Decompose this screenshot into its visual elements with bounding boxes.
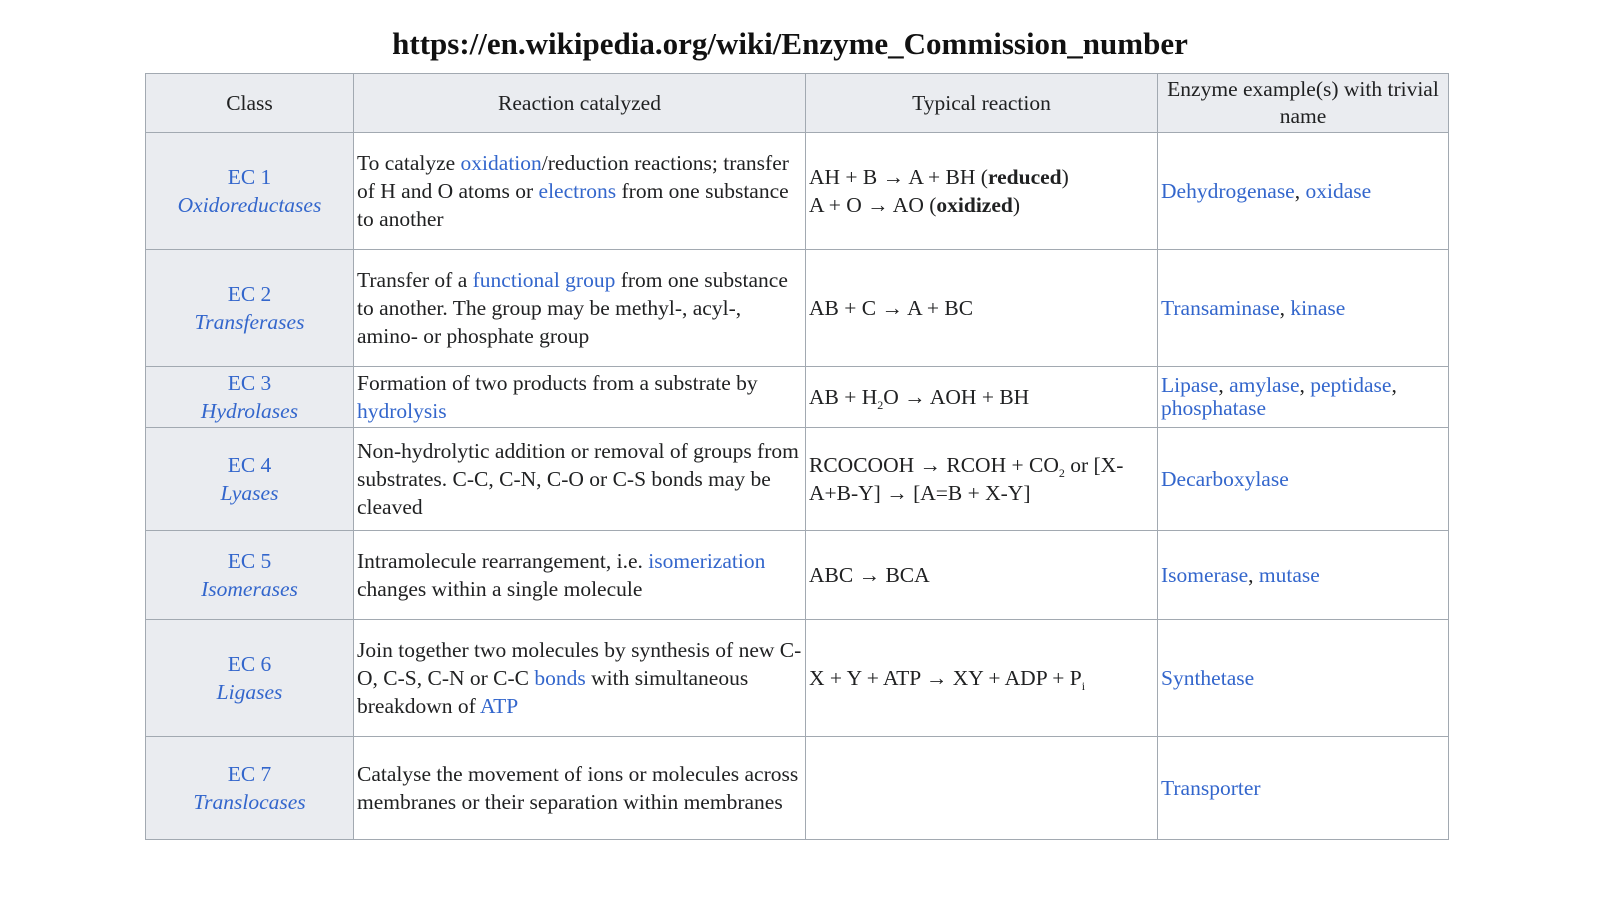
class-cell xyxy=(146,737,354,840)
reaction-subscript: i xyxy=(1081,679,1086,693)
table-row xyxy=(146,367,1449,428)
table-row xyxy=(146,428,1449,531)
description-cell xyxy=(354,531,806,620)
class-cell xyxy=(146,133,354,250)
ec-number-link[interactable]: EC 2 xyxy=(227,282,272,306)
link-atp[interactable]: ATP xyxy=(480,694,519,718)
reaction-cell: ABC → BCA xyxy=(806,531,1158,620)
description-cell xyxy=(354,250,806,367)
reaction-text: AB + H xyxy=(809,385,878,409)
table-row xyxy=(146,250,1449,367)
table-row xyxy=(146,531,1449,620)
ec-number-link[interactable]: EC 7 xyxy=(227,762,272,786)
reaction-text: X + Y + ATP → XY + ADP + P xyxy=(809,666,1082,690)
link-bonds[interactable]: bonds xyxy=(534,666,586,690)
reaction-text: A + O → AO ( xyxy=(809,193,937,217)
description-cell xyxy=(354,367,806,428)
class-cell xyxy=(146,620,354,737)
page-title: https://en.wikipedia.org/wiki/Enzyme_Commission_number xyxy=(392,26,1188,61)
separator: , xyxy=(1248,563,1259,587)
header-class: Class xyxy=(146,74,354,133)
example-link[interactable]: phosphatase xyxy=(1161,396,1267,420)
class-name-link[interactable]: Transferases xyxy=(194,310,305,334)
table-row xyxy=(146,620,1449,737)
description-cell xyxy=(354,620,806,737)
reaction-text: O → AOH + BH xyxy=(883,385,1030,409)
table-row xyxy=(146,133,1449,250)
class-name-link[interactable]: Isomerases xyxy=(201,577,298,601)
separator: , xyxy=(1294,179,1306,203)
reaction-subscript: 2 xyxy=(877,398,884,412)
class-name-link[interactable]: Hydrolases xyxy=(200,399,299,423)
class-cell xyxy=(146,531,354,620)
example-link[interactable]: amylase xyxy=(1229,373,1300,397)
examples-cell xyxy=(1158,620,1449,737)
description-text: Formation of two products from a substrate by xyxy=(357,371,758,395)
ec-number-link[interactable]: EC 5 xyxy=(227,549,272,573)
example-link[interactable]: Isomerase xyxy=(1161,563,1249,587)
reaction-text: ) xyxy=(1012,193,1021,217)
description-text: changes within a single molecule xyxy=(357,577,643,601)
class-name-link[interactable]: Translocases xyxy=(193,790,306,814)
reaction-text: AH + B → A + BH ( xyxy=(809,165,988,189)
link-isomerization[interactable]: isomerization xyxy=(648,549,766,573)
description-text: from one substance to another xyxy=(357,179,789,231)
class-cell xyxy=(146,428,354,531)
ec-number-link[interactable]: EC 4 xyxy=(227,453,272,477)
reaction-text: RCOCOOH → RCOH + CO xyxy=(809,453,1059,477)
reaction-subscript: 2 xyxy=(1058,466,1065,480)
reaction-cell xyxy=(806,737,1158,840)
description-cell: Catalyse the movement of ions or molecules across membranes or their separation within membranes xyxy=(354,737,806,840)
class-name-link[interactable]: Lyases xyxy=(220,481,279,505)
reaction-cell xyxy=(806,620,1158,737)
example-link[interactable]: Decarboxylase xyxy=(1161,467,1289,491)
example-link[interactable]: oxidase xyxy=(1305,179,1372,203)
class-cell xyxy=(146,250,354,367)
class-name-link[interactable]: Oxidoreductases xyxy=(177,193,322,217)
description-text: Join together two molecules by synthesis of new C-O, C-S, C-N or C-C xyxy=(357,638,802,690)
example-link[interactable]: Synthetase xyxy=(1161,666,1255,690)
header-examples: Enzyme example(s) with trivial name xyxy=(1158,74,1449,133)
separator: , xyxy=(1279,296,1291,320)
table-header-row xyxy=(146,74,1449,133)
separator: , xyxy=(1299,373,1311,397)
enzyme-class-table xyxy=(145,73,1449,840)
examples-cell xyxy=(1158,367,1449,428)
description-text: Transfer of a xyxy=(357,268,473,292)
link-hydrolysis[interactable]: hydrolysis xyxy=(357,399,447,423)
reaction-bold: reduced xyxy=(987,165,1062,189)
class-name-link[interactable]: Ligases xyxy=(216,680,283,704)
ec-number-link[interactable]: EC 1 xyxy=(227,165,272,189)
description-text: from one substance to another. The group may be methyl-, acyl-, amino- or phosphate group xyxy=(357,268,788,348)
reaction-cell xyxy=(806,428,1158,531)
examples-cell xyxy=(1158,737,1449,840)
examples-cell xyxy=(1158,531,1449,620)
link-oxidation[interactable]: oxidation xyxy=(460,151,542,175)
link-electrons[interactable]: electrons xyxy=(538,179,617,203)
reaction-line xyxy=(809,191,1154,219)
ec-number-link[interactable]: EC 3 xyxy=(227,371,272,395)
example-link[interactable]: Transaminase xyxy=(1161,296,1280,320)
example-link[interactable]: Lipase xyxy=(1161,373,1219,397)
example-link[interactable]: kinase xyxy=(1290,296,1346,320)
example-link[interactable]: peptidase xyxy=(1310,373,1392,397)
table-row xyxy=(146,737,1449,840)
description-text: Intramolecule rearrangement, i.e. xyxy=(357,549,649,573)
reaction-cell xyxy=(806,367,1158,428)
separator: , xyxy=(1391,373,1397,397)
reaction-bold: oxidized xyxy=(936,193,1013,217)
reaction-text: or [X-A+B-Y] → [A=B + X-Y] xyxy=(809,453,1124,505)
example-link[interactable]: mutase xyxy=(1258,563,1320,587)
description-text: with simultaneous breakdown of xyxy=(357,666,749,718)
description-text: /reduction reactions; transfer of H and O atoms or xyxy=(357,151,789,203)
description-cell: Non-hydrolytic addition or removal of groups from substrates. C-C, C-N, C-O or C-S bonds may be cleaved xyxy=(354,428,806,531)
reaction-cell xyxy=(806,133,1158,250)
reaction-text: ) xyxy=(1061,165,1069,189)
example-link[interactable]: Dehydrogenase xyxy=(1161,179,1295,203)
link-functional-group[interactable]: functional group xyxy=(472,268,616,292)
description-text: To catalyze xyxy=(357,151,461,175)
header-reaction-catalyzed: Reaction catalyzed xyxy=(354,74,806,133)
examples-cell xyxy=(1158,133,1449,250)
class-cell xyxy=(146,367,354,428)
reaction-cell: AB + C → A + BC xyxy=(806,250,1158,367)
examples-cell xyxy=(1158,250,1449,367)
separator: , xyxy=(1218,373,1230,397)
example-link[interactable]: Transporter xyxy=(1161,776,1261,800)
reaction-line xyxy=(809,163,1154,191)
description-cell xyxy=(354,133,806,250)
ec-number-link[interactable]: EC 6 xyxy=(227,652,272,676)
examples-cell xyxy=(1158,428,1449,531)
header-typical-reaction: Typical reaction xyxy=(806,74,1158,133)
